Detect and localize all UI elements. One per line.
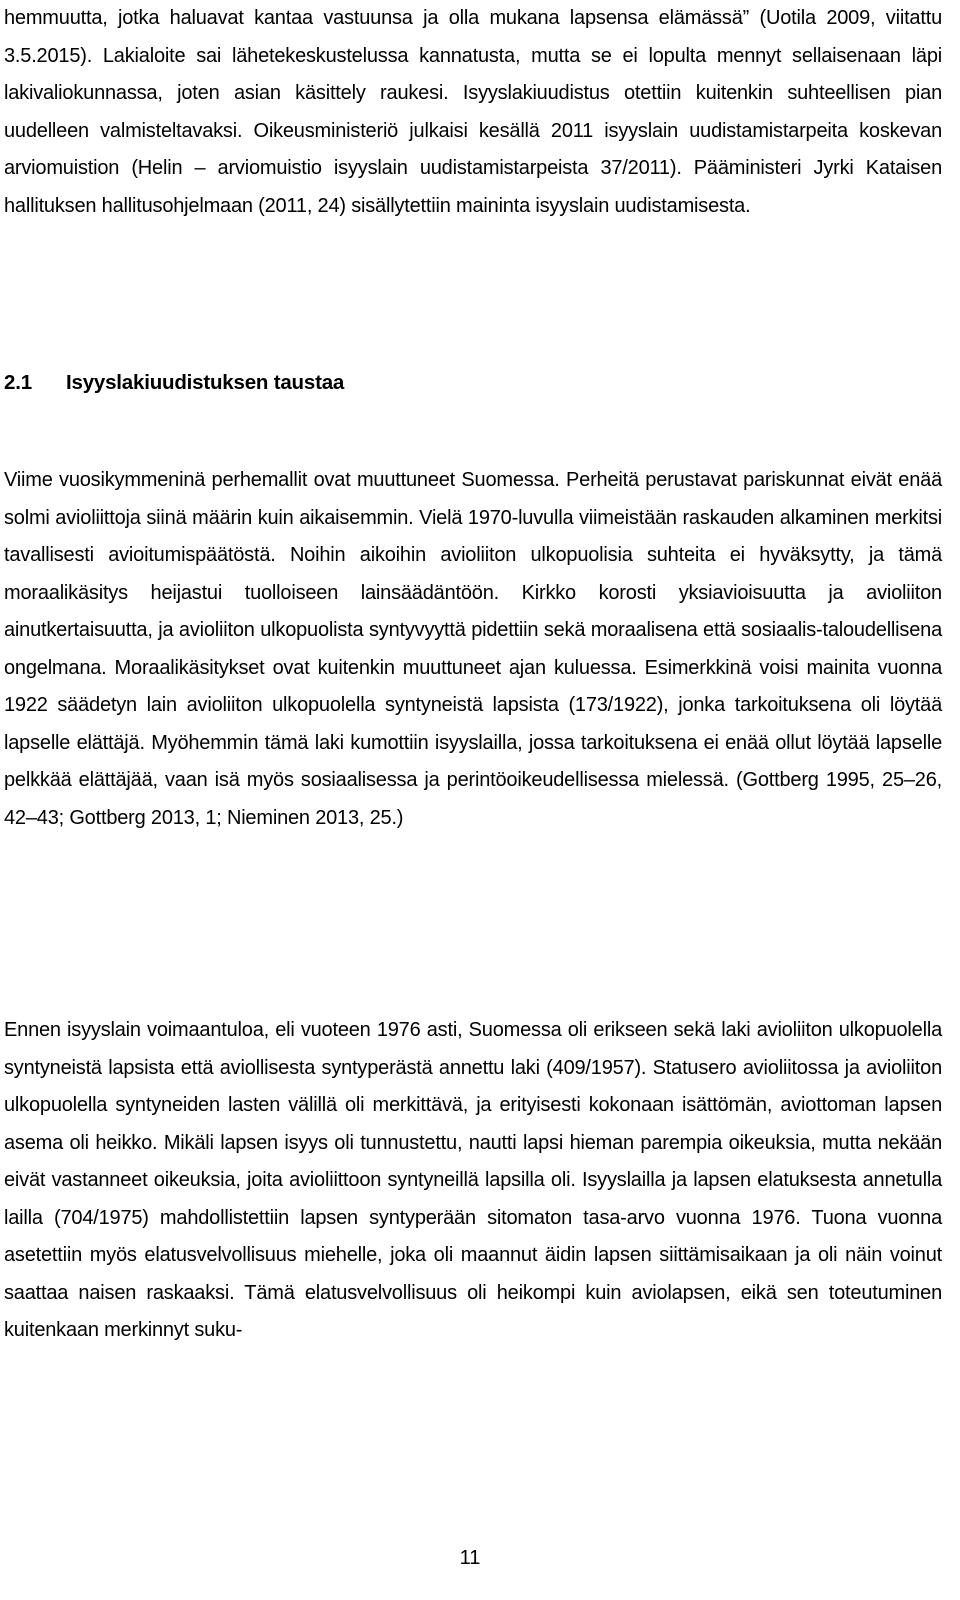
paragraph-2: Viime vuosikymmeninä perhemallit ovat muuttuneet Suomessa. Perheitä perustavat pariskunnat eivät enää solmi avioliittoja siinä määrin kuin aikaisemmin. Vielä 1970-luvulla viimeistään raskauden alkaminen merkitsi tavallisesti avioitumispäätöstä. Noihin aikoihin avioliiton ulkopuolisia suhteita ei hyväksytty, ja tämä moraalikäsitys heijastui tuolloiseen lainsäädäntöön. Kirkko korosti yksiavioisuutta ja avioliiton ainutkertaisuutta, ja avioliiton ulkopuolista syntyvyyttä pidettiin sekä moraalisena että sosiaalis-taloudellisena ongelmana. Moraalikäsitykset ovat kuitenkin muuttuneet ajan kuluessa. Esimerkkinä voisi mainita vuonna 1922 säädetyn lain avioliiton ulkopuolella syntyneistä lapsista (173/1922), jonka tarkoituksena oli löytää lapselle elättäjä. Myöhemmin tämä laki kumottiin isyyslailla, jossa tarkoituksena ei enää ollut löytää lapselle pelkkää elättäjää, vaan isä myös sosiaalisessa ja perintöoikeudellisessa mielessä. (Gottberg 1995, 25–26, 42–43; Gottberg 2013, 1; Nieminen 2013, 25.) <box>4 469 942 829</box>
section-heading <box>4 364 942 401</box>
page-number: 11 <box>459 1547 481 1569</box>
paragraph-3: Ennen isyyslain voimaantuloa, eli vuoteen 1976 asti, Suomessa oli erikseen sekä laki avioliiton ulkopuolella syntyneistä lapsista että aviollisesta syntyperästä annettu laki (409/1957). Statusero avioliitossa ja avioliiton ulkopuolella syntyneiden lasten välillä oli merkittävä, ja erityisesti kokonaan isättömän, aviottoman lapsen asema oli heikko. Mikäli lapsen isyys oli tunnustettu, nautti lapsi hieman parempia oikeuksia, mutta nekään eivät vastanneet oikeuksia, joita avioliittoon syntyneillä lapsilla oli. Isyyslailla ja lapsen elatuksesta annetulla lailla (704/1975) mahdollistettiin lapsen syntyperään sitomaton tasa-arvo vuonna 1976. Tuona vuonna asetettiin myös elatusvelvollisuus miehelle, joka oli maannut äidin lapsen siittämisaikaan ja oli näin voinut saattaa naisen raskaaksi. Tämä elatusvelvollisuus oli heikompi kuin aviolapsen, eikä sen toteutuminen kuitenkaan merkinnyt suku- <box>4 1019 942 1341</box>
paragraph-1: hemmuutta, jotka haluavat kantaa vastuunsa ja olla mukana lapsensa elämässä” (Uotila 2009, viitattu 3.5.2015). Lakialoite sai lähetekeskustelussa kannatusta, mutta se ei lopulta mennyt sellaisenaan läpi lakivaliokunnassa, joten asian käsittely raukesi. Isyyslakiuudistus otettiin kuitenkin suhteellisen pian uudelleen valmisteltavaksi. Oikeusministeriö julkaisi kesällä 2011 isyyslain uudistamistarpeita koskevan arviomuistion (Helin – arviomuistio isyyslain uudistamistarpeista 37/2011). Pääministeri Jyrki Kataisen hallituksen hallitusohjelmaan (2011, 24) sisällytettiin maininta isyyslain uudistamisesta. <box>4 7 942 217</box>
section-number: 2.1 <box>4 371 32 394</box>
section-title: Isyyslakiuudistuksen taustaa <box>66 371 345 394</box>
